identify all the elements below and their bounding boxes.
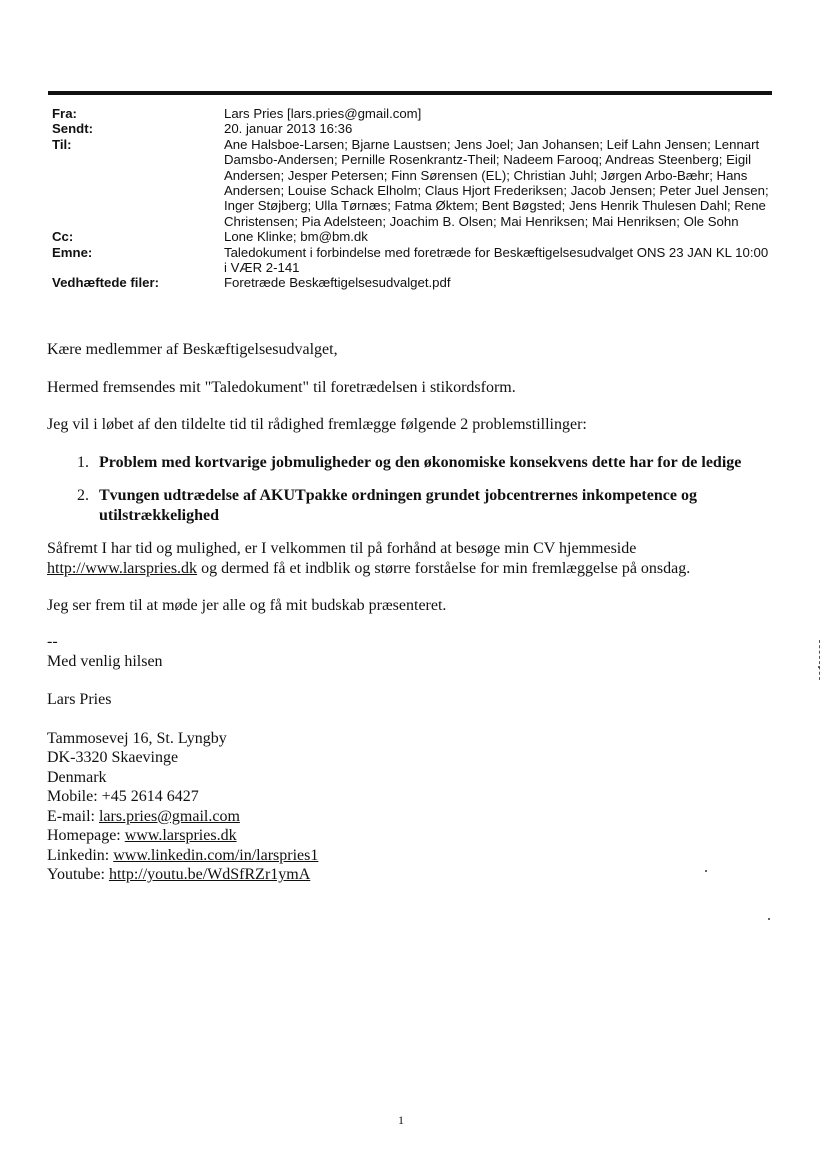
to-value: Ane Halsboe-Larsen; Bjarne Laustsen; Jens Joel; Jan Johansen; Leif Lahn Jensen; Lennart Damsbo-Andersen; Pernille Rosenkrantz-Theil; Nadeem Farooq; Andreas Steenberg; Eigil Andersen; Jesper Petersen; Finn Sørensen (EL); Christian Juhl; Jørgen Arbo-Bæhr; Hans Andersen; Louise Schack Elholm; Claus Hjort Frederiksen; Jacob Jensen; Peter Juel Jensen; Inger Støjberg; Ulla Tørnæs; Fatma Øktem; Bent Bøgsted; Jens Henrik Thulesen Dahl; Rene Christensen; Pia Adelsteen; Joachim B. Olsen; Mai Henriksen; Mai Henriksen; Ole Sohn — [224, 136, 769, 229]
attachments-label: Vedhæftede filer: — [52, 275, 159, 291]
to-label: Til: — [52, 136, 72, 152]
attachments-value: Foretræde Beskæftigelsesudvalget.pdf — [224, 275, 451, 291]
sender-name: Lars Pries — [47, 691, 112, 708]
scan-speck — [705, 870, 707, 872]
signature-block — [47, 729, 807, 885]
cc-label: Cc: — [52, 229, 74, 245]
lead-paragraph: Jeg vil i løbet af den tildelte tid til rådighed fremlægge følgende 2 problemstillinger: — [47, 416, 587, 433]
from-value: Lars Pries [lars.pries@gmail.com] — [224, 106, 422, 121]
list-item — [47, 486, 807, 525]
email-label: E-mail: — [47, 807, 99, 825]
cv-text-1: Såfremt I har tid og mulighed, er I velkommen til på forhånd at besøge min CV hjemmeside — [47, 540, 637, 557]
subject-label: Emne: — [52, 244, 93, 260]
city: DK-3320 Skaevinge — [47, 749, 179, 766]
list-item-text: Tvungen udtrædelse af AKUTpakke ordningen grundet jobcentrernes inkompetence og utilstrækkelighed — [99, 487, 697, 524]
problem-list — [47, 453, 807, 526]
cc-row — [52, 229, 772, 244]
list-item-text: Problem med kortvarige jobmuligheder og den økonomiske konsekvens dette har for de ledige — [99, 453, 742, 471]
list-item-number: 1. — [77, 453, 89, 471]
greeting: Kære medlemmer af Beskæftigelsesudvalget, — [47, 341, 338, 358]
email-link[interactable]: lars.pries@gmail.com — [98, 807, 240, 825]
cc-value: Lone Klinke; bm@bm.dk — [224, 229, 368, 245]
sent-value: 20. januar 2013 16:36 — [224, 121, 353, 137]
subject-row — [52, 245, 772, 276]
street: Tammosevej 16, St. Lyngby — [47, 729, 227, 747]
from-row — [52, 106, 772, 121]
scan-speck — [768, 918, 770, 920]
attachments-row — [52, 275, 772, 290]
list-item — [47, 453, 807, 473]
youtube-line — [47, 865, 807, 885]
cv-paragraph — [47, 539, 807, 578]
homepage-link[interactable]: www.larspries.dk — [124, 827, 237, 844]
email-line — [47, 807, 807, 827]
youtube-label: Youtube: — [47, 866, 109, 883]
mobile-label: Mobile: — [47, 788, 102, 805]
scan-edge-mark — [819, 640, 822, 680]
sent-label: Sendt: — [52, 121, 94, 137]
closing: Med venlig hilsen — [47, 652, 163, 670]
look-forward-paragraph: Jeg ser frem til at møde jer alle og få mit budskab præsenteret. — [47, 597, 447, 614]
cv-text-2: og dermed få et indblik og større forståelse for min fremlæggelse på onsdag. — [197, 559, 691, 577]
to-row — [52, 137, 772, 229]
sent-row — [52, 121, 772, 136]
email-header — [52, 106, 772, 291]
signature-separator: -- — [47, 632, 58, 650]
linkedin-link[interactable]: www.linkedin.com/in/larspries1 — [113, 846, 319, 864]
mobile-number: +45 2614 6427 — [101, 788, 199, 805]
from-label: Fra: — [52, 106, 77, 121]
mobile-line — [47, 787, 807, 807]
youtube-link[interactable]: http://youtu.be/WdSfRZr1ymA — [108, 866, 311, 883]
list-item-number: 2. — [77, 487, 89, 504]
email-body — [47, 340, 807, 885]
page-number: 1 — [398, 1113, 404, 1127]
homepage-label: Homepage: — [47, 827, 125, 844]
scan-speck — [818, 666, 820, 668]
linkedin-label: Linkedin: — [47, 846, 114, 864]
country: Denmark — [47, 768, 107, 786]
intro-paragraph: Hermed fremsendes mit "Taledokument" til foretrædelsen i stikordsform. — [47, 378, 516, 396]
subject-value: Taledokument i forbindelse med foretræde for Beskæftigelsesudvalget ONS 23 JAN KL 10:00 i VÆR 2-141 — [224, 244, 769, 276]
homepage-line — [47, 826, 807, 846]
linkedin-line — [47, 846, 807, 866]
cv-link[interactable]: http://www.larspries.dk — [47, 559, 198, 577]
header-rule — [48, 91, 772, 95]
